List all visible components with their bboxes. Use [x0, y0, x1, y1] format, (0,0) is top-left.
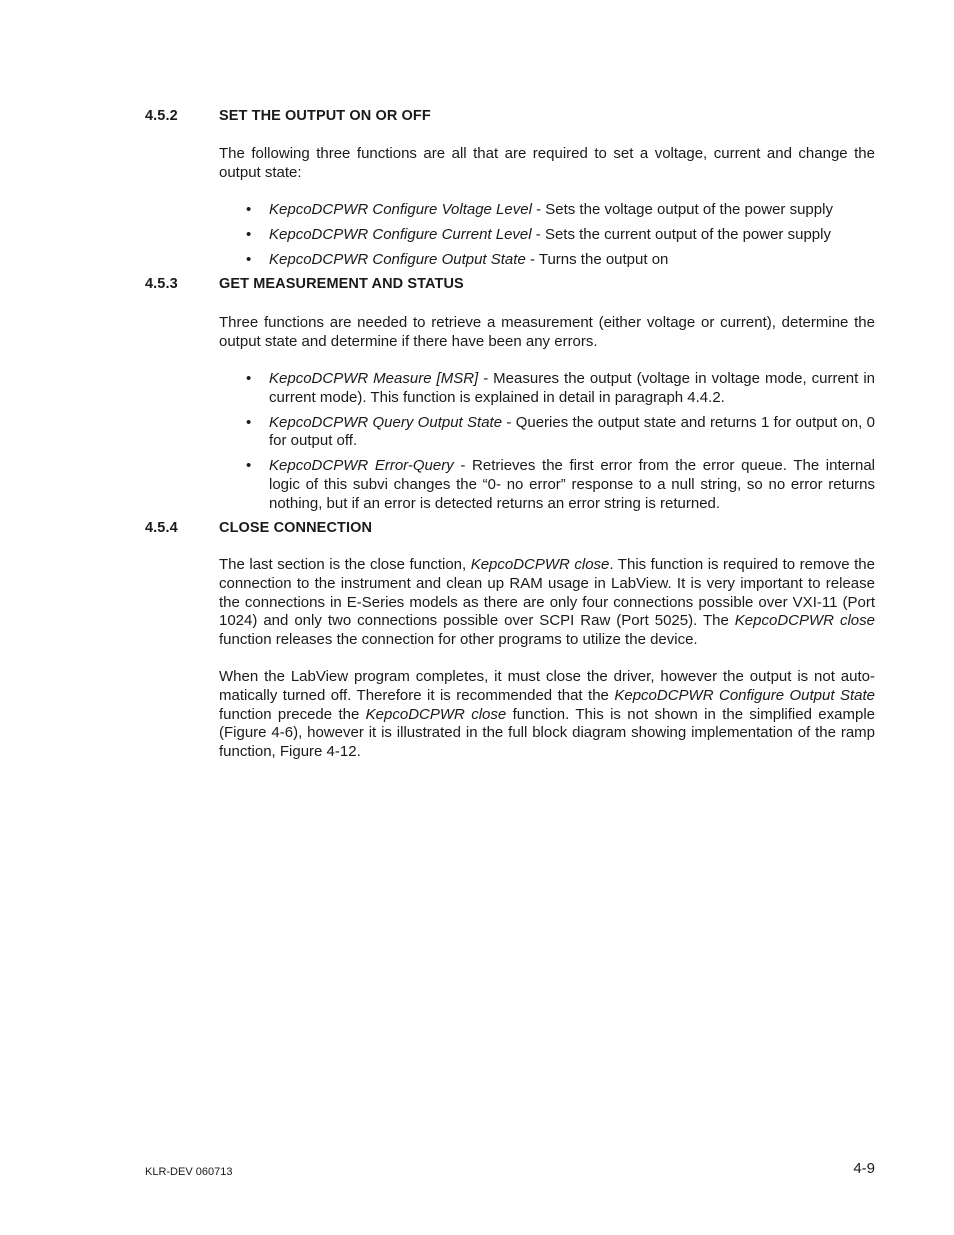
text-run: function precede the	[219, 705, 366, 723]
function-name: KepcoDCPWR close	[365, 705, 507, 723]
section-intro: The following three functions are all that are required to set a voltage, current and change the output state:	[219, 145, 875, 181]
list-item	[219, 251, 875, 270]
text-run: function releases the connection for other programs to utilize the device.	[219, 631, 698, 649]
function-name: KepcoDCPWR close	[734, 612, 875, 630]
bullet-icon: •	[246, 201, 252, 218]
close-paragraph-2	[219, 668, 875, 762]
function-description: - Sets the current output of the power supply	[531, 225, 831, 243]
function-description: - Retrieves the first error from the error queue. The internal logic of this subvi changes the “0- no error” response to a null string, so no error returns nothing, but if an error is detected returns an error string is returned.	[269, 457, 875, 512]
function-name: KepcoDCPWR Configure Output State	[614, 686, 875, 704]
function-name: KepcoDCPWR Configure Current Level	[269, 225, 532, 243]
section-heading-4-5-3	[145, 276, 464, 292]
list-item	[219, 457, 875, 513]
bullet-icon: •	[246, 250, 252, 268]
function-name: KepcoDCPWR Query Output State	[269, 413, 503, 431]
text-run: The last section is the close function,	[219, 556, 471, 573]
section-number: 4.5.3	[145, 276, 178, 292]
section-number: 4.5.4	[145, 520, 178, 536]
section-number: 4.5.2	[145, 108, 178, 124]
bullet-icon: •	[246, 225, 252, 243]
section-intro: Three functions are needed to retrieve a measurement (either voltage or current), determine the output state and determine if there have been any errors.	[219, 314, 875, 350]
bullet-icon: •	[246, 413, 252, 431]
bullet-list	[219, 370, 875, 514]
text-run: function. This is not shown in the simplified example (Figure 4-6), however it is illustrated in the full block diagram showing implementation of the ramp function, Figure 4-12.	[219, 705, 875, 761]
function-description: - Sets the voltage output of the power supply	[531, 201, 833, 218]
bullet-icon: •	[246, 457, 252, 475]
page-number: 4-9	[853, 1160, 875, 1177]
list-item	[219, 414, 875, 452]
list-item	[219, 370, 875, 408]
function-name: KepcoDCPWR Configure Output State	[269, 250, 526, 268]
function-name: KepcoDCPWR Error-Query	[269, 457, 454, 475]
section-title: SET THE OUTPUT ON OR OFF	[219, 108, 431, 124]
function-name: KepcoDCPWR Configure Voltage Level	[269, 201, 532, 218]
bullet-list	[219, 201, 875, 269]
text-run: When the LabView program completes, it must close the driver, however the output is not automatically turned off. Therefore it is recommended that the	[219, 668, 875, 704]
section-title: GET MEASUREMENT AND STATUS	[219, 276, 464, 292]
section-heading-4-5-4	[145, 520, 372, 536]
section-title: CLOSE CONNECTION	[219, 520, 373, 536]
list-item	[219, 201, 875, 220]
function-description: - Measures the output (voltage in voltage mode, current in current mode). This function is explained in detail in paragraph 4.4.2.	[269, 370, 875, 406]
function-description: - Queries the output state and returns 1 for output on, 0 for output off.	[269, 413, 875, 450]
function-name: KepcoDCPWR Measure [MSR]	[269, 370, 479, 387]
function-description: - Turns the output on	[525, 250, 669, 268]
footer-doc-id: KLR-DEV 060713	[145, 1166, 233, 1178]
close-paragraph-1	[219, 556, 875, 650]
text-run: . This function is required to remove the connection to the instrument and clean up RAM usage in LabView. It is very important to release the connections in E-Series models as there are only four connections possible over VXI-11 (Port 1024) and only two connections possible over SCPI Raw (Port 5025). The	[219, 556, 875, 630]
section-heading-4-5-2	[145, 108, 431, 124]
bullet-icon: •	[246, 370, 252, 387]
list-item	[219, 226, 875, 245]
function-name: KepcoDCPWR close	[470, 556, 610, 573]
